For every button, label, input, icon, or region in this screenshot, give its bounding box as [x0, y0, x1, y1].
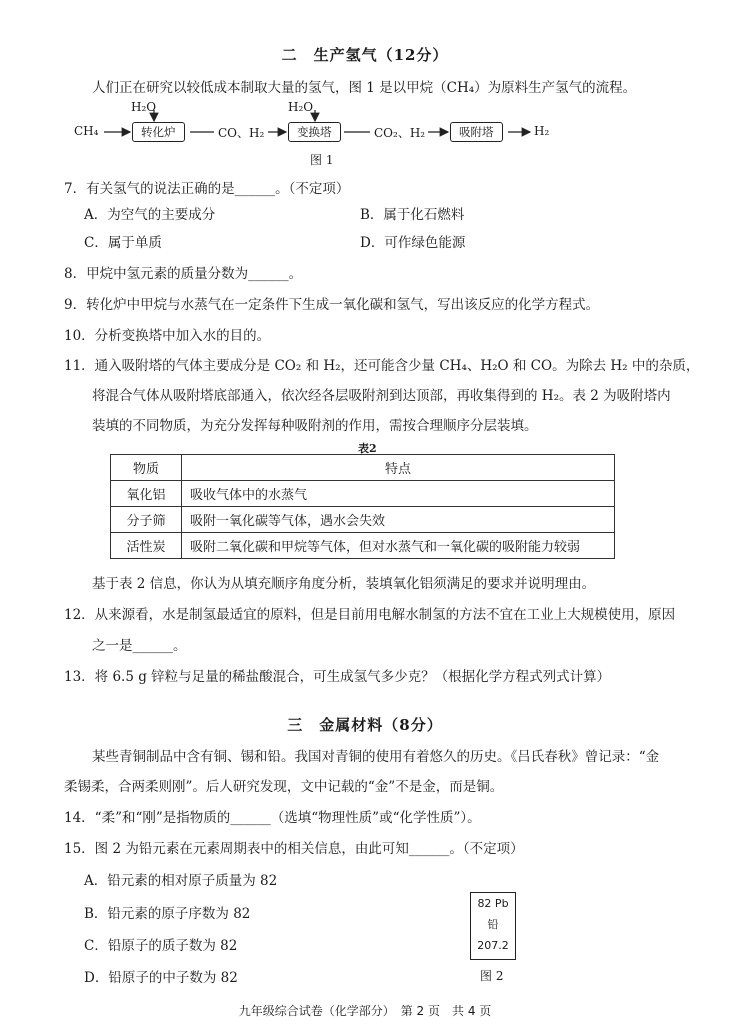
q7-option-b: B．属于化石燃料 [360, 207, 465, 223]
flow-diagram [0, 96, 730, 168]
q7-option-d: D．可作绿色能源 [360, 235, 466, 251]
question-11-line-2: 将混合气体从吸附塔底部通入，依次经各层吸附剂到达顶部，再收集得到的 H₂。表 2 为吸附塔内 [92, 388, 671, 404]
section-2-title: 二 生产氢气（12分） [281, 46, 449, 64]
table-cell-feature: 吸附一氧化碳等气体，遇水会失效 [182, 507, 615, 533]
section-3-title: 三 金属材料（8分） [287, 716, 443, 734]
q15-option-c: C．铅原子的质子数为 82 [84, 938, 238, 954]
element-number-symbol: 82 Pb [477, 897, 509, 910]
question-14: 14．“柔”和“刚”是指物质的______（选填“物理性质”或“化学性质”）。 [64, 810, 481, 826]
table-2-caption: 表2 [358, 442, 377, 455]
q7-option-a: A．为空气的主要成分 [84, 207, 216, 223]
flow-h2-output: H₂ [534, 124, 550, 138]
table-cell-feature: 吸收气体中的水蒸气 [182, 481, 615, 507]
table-cell-substance: 活性炭 [111, 533, 182, 559]
flow-mid2-label: CO₂、H₂ [374, 126, 426, 140]
q7-option-c: C．属于单质 [84, 235, 162, 251]
question-7: 7．有关氢气的说法正确的是______。（不定项） [64, 181, 350, 197]
question-11-after-table: 基于表 2 信息，你认为从填充顺序角度分析，装填氧化铝须满足的要求并说明理由。 [92, 576, 596, 592]
table-cell-substance: 氧化铝 [111, 481, 182, 507]
table-2 [110, 454, 615, 559]
flow-mid1-label: CO、H₂ [218, 126, 265, 140]
page-footer: 九年级综合试卷（化学部分） 第 2 页 共 4 页 [238, 1004, 492, 1018]
question-12-line-1: 12．从来源看，水是制氢最适宜的原料，但是目前用电解水制氢的方法不宜在工业上大规模使用，原因 [64, 607, 676, 623]
flow-arrows [0, 96, 730, 168]
flow-h2o-label-2: H₂O [288, 100, 314, 114]
element-mass: 207.2 [477, 939, 509, 952]
question-13: 13．将 6.5 g 锌粒与足量的稀盐酸混合，可生成氢气多少克？（根据化学方程式列式计算） [64, 669, 611, 685]
table-cell-substance: 分子筛 [111, 507, 182, 533]
flow-h2o-label-1: H₂O [131, 100, 157, 114]
figure-1-caption: 图 1 [310, 153, 334, 167]
table-header-row [111, 455, 615, 481]
table-header-substance: 物质 [111, 455, 182, 481]
lead-element-card [470, 892, 516, 960]
q15-option-d: D．铅原子的中子数为 82 [84, 970, 238, 986]
table-row [111, 507, 615, 533]
question-9: 9．转化炉中甲烷与水蒸气在一定条件下生成一氧化碳和氢气，写出该反应的化学方程式。 [64, 297, 600, 313]
flow-box-converter: 转化炉 [132, 122, 185, 142]
question-15: 15．图 2 为铅元素在元素周期表中的相关信息，由此可知______。（不定项） [64, 841, 524, 857]
section-2-intro: 人们正在研究以较低成本制取大量的氢气，图 1 是以甲烷（CH₄）为原料生产氢气的流程。 [92, 80, 637, 96]
table-row [111, 481, 615, 507]
question-10: 10．分析变换塔中加入水的目的。 [64, 328, 271, 344]
q15-option-a: A．铅元素的相对原子质量为 82 [84, 873, 278, 889]
table-header-feature: 特点 [182, 455, 615, 481]
question-12-line-2: 之一是______。 [92, 638, 187, 654]
section-3-intro-line-2: 柔锡柔，合两柔则刚”。后人研究发现，文中记载的“金”不是金，而是铜。 [64, 779, 504, 795]
question-11-line-3: 装填的不同物质，为充分发挥每种吸附剂的作用，需按合理顺序分层装填。 [92, 418, 538, 434]
q15-option-b: B．铅元素的原子序数为 82 [84, 906, 251, 922]
question-8: 8．甲烷中氢元素的质量分数为______。 [64, 266, 303, 282]
question-11-line-1: 11．通入吸附塔的气体主要成分是 CO₂ 和 H₂，还可能含少量 CH₄、H₂O 和 CO。为除去 H₂ 中的杂质， [64, 358, 700, 374]
table-cell-feature: 吸附二氧化碳和甲烷等气体，但对水蒸气和一氧化碳的吸附能力较弱 [182, 533, 615, 559]
element-name: 铅 [487, 918, 499, 931]
flow-ch4-label: CH₄ [74, 124, 99, 138]
flow-box-shift-tower: 变换塔 [288, 122, 341, 142]
table-row [111, 533, 615, 559]
section-3-intro-line-1: 某些青铜制品中含有铜、锡和铅。我国对青铜的使用有着悠久的历史。《吕氏春秋》曾记录：“金 [92, 749, 660, 765]
flow-box-adsorption-tower: 吸附塔 [450, 122, 503, 142]
figure-2-caption: 图 2 [480, 969, 504, 983]
